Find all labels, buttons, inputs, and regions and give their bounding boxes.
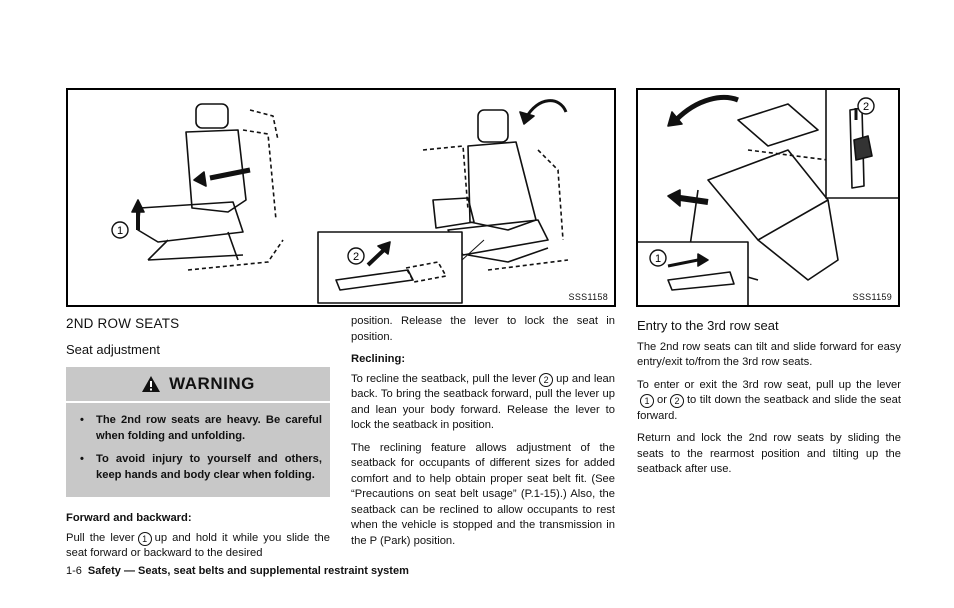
callout-1-left: 1: [116, 225, 124, 237]
callout-1-right: 1: [654, 253, 662, 265]
forward-backward-text: Pull the lever 1 up and hold it while you slide the seat forward or backward to the desired: [66, 531, 330, 559]
reclining-title: Reclining:: [351, 353, 406, 365]
lever-1-callout: 1: [138, 532, 152, 546]
figure-code: SSS1158: [568, 292, 608, 302]
warning-item: • To avoid injury to yourself and others, keep hands and body clear when folding.: [74, 452, 322, 483]
callout-2-left: 2: [352, 251, 360, 263]
third-row-entry-drawing: [638, 90, 898, 305]
lever-2-callout: 2: [539, 373, 553, 387]
third-row-heading: Entry to the 3rd row seat: [637, 318, 779, 333]
chapter-title: Safety — Seats, seat belts and supplemental restraint system: [87, 565, 409, 577]
third-row-p1: The 2nd row seats can tilt and slide forward for easy entry/exit to/from the 3rd row seats.: [637, 340, 901, 368]
column-middle: [351, 314, 615, 556]
third-row-entry-illustration: [636, 88, 900, 307]
seat-adjustment-drawing: [68, 90, 614, 305]
warning-title: WARNING: [169, 374, 255, 394]
seat-adjustment-illustration: [66, 88, 616, 307]
page-footer: [66, 565, 409, 577]
page-number: 1-6: [66, 565, 82, 577]
column-right: [637, 318, 901, 485]
callout-2-right: 2: [862, 101, 870, 113]
warning-list: [66, 403, 330, 497]
third-row-p2: To enter or exit the 3rd row seat, pull up the lever 1 or 2 to tilt down the seatback and slide the seat forward.: [637, 378, 901, 422]
warning-item: • The 2nd row seats are heavy. Be careful when folding and unfolding.: [74, 413, 322, 444]
column-left: [66, 314, 330, 569]
lever-2-callout: 2: [670, 394, 684, 408]
forward-backward-continuation: position. Release the lever to lock the seat in position.: [351, 315, 615, 343]
reclining-text: To recline the seatback, pull the lever 2 up and lean back. To bring the seatback forward, pull the lever up and lean your body forward. Release the lever to lock the seatback in position.: [351, 372, 615, 431]
figure-code: SSS1159: [852, 292, 892, 302]
warning-header: [66, 367, 330, 403]
section-heading: 2ND ROW SEATS: [66, 316, 180, 331]
warning-triangle-icon: [141, 375, 161, 393]
subsection-heading: Seat adjustment: [66, 341, 160, 357]
forward-backward-title: Forward and backward:: [66, 512, 192, 524]
third-row-p3: Return and lock the 2nd row seats by sliding the seats to the rearmost position and tilting up the seatback after use.: [637, 432, 901, 475]
warning-box: [66, 367, 330, 497]
lever-1-callout: 1: [640, 394, 654, 408]
reclining-feature-text: The reclining feature allows adjustment of the seatback for occupants of different sizes for added comfort and to help obtain proper seat belt fit. (See “Precautions on seat belt usage” (P.1-15).) Also, the seatback can be reclined to allow occupants to rest when the vehicle is stopped and the transmission in the P (Park) position.: [351, 441, 615, 547]
